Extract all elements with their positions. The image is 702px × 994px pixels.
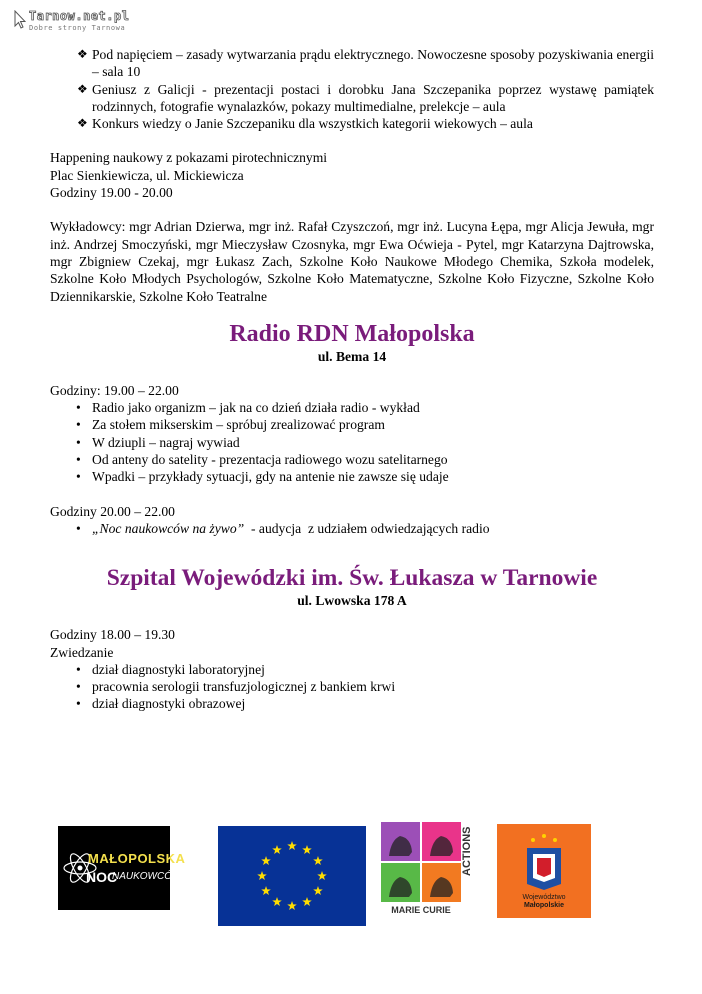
bullet-icon: • [76,452,81,468]
marie-curie-portraits-icon [381,822,461,902]
broadcast-title: „Noc naukowców na żywo” [92,520,245,536]
atom-icon [58,826,170,910]
eu-flag-logo [218,826,366,926]
section-address-rdn: ul. Bema 14 [317,348,387,364]
eu-star-icon [313,856,323,865]
list-item: • dział diagnostyki laboratoryjnej [76,661,265,677]
wojewodztwo-malopolskie-logo [497,824,591,918]
list-item: ❖ Konkurs wiedzy o Janie Szczepaniku dla wszystkich kategorii wiekowych – aula [77,116,533,132]
wojewodztwo-line2: Małopolskie [523,902,565,909]
bullet-icon: • [76,469,81,485]
document-body [50,46,654,713]
marie-curie-actions-logo: MARIE CURIE ACTIONS [381,822,481,918]
bullet-icon: • [76,417,81,433]
marie-curie-text: MARIE CURIE [391,905,451,915]
rdn-hours-2: Godziny 20.00 – 22.00 [50,503,175,519]
rdn-list-2 [50,520,654,537]
eu-star-icon [317,871,327,880]
list-item: ❖ Pod napięciem – zasady wytwarzania prądu elektrycznego. Nowoczesne sposoby pozyskiwania energii – sala 10 [77,47,654,80]
eu-star-icon [287,901,297,910]
cursor-icon [14,10,26,30]
eu-star-icon [272,897,282,906]
mnn-line1: MAŁOPOLSKA [88,851,186,866]
eu-star-icon [272,845,282,854]
wojewodztwo-line1: Województwo [522,894,566,901]
list-item: • Za stołem mikserskim – spróbuj zrealizować program [76,417,385,433]
malopolska-noc-naukowcow-logo [58,826,186,910]
list-item: • W dziupli – nagraj wywiad [76,434,240,450]
watermark-subtitle: Dobre strony Tarnowa [29,24,126,32]
watermark [14,10,129,32]
section-title-szpital: Szpital Wojewódzki im. Św. Łukasza w Tarnowie [106,565,598,592]
happening-place: Plac Sienkiewicza, ul. Mickiewicza [50,167,244,183]
section-title-rdn: Radio RDN Małopolska [229,320,475,347]
eu-star-icon [302,845,312,854]
rdn-list-1 [50,399,654,485]
eu-star-icon [287,841,297,850]
mnn-line2: NOC [86,869,118,885]
happening-title: Happening naukowy z pokazami pirotechnicznymi [50,150,328,166]
list-item: • pracownia serologii transfuzjologicznej z bankiem krwi [76,679,396,695]
bullet-icon: • [76,434,81,450]
list-item: • „Noc naukowców na żywo” - audycja z udziałem odwiedzających radio [76,520,490,536]
diamond-bullet-icon: ❖ [77,81,88,96]
szpital-list [50,661,654,713]
diamond-bullet-icon: ❖ [77,116,88,131]
eu-star-icon [302,897,312,906]
list-item: • Wpadki – przykłady sytuacji, gdy na antenie nie zawsze się udaje [76,469,449,485]
eu-star-icon [261,856,271,865]
watermark-title: Tarnow.net.pl [29,9,130,23]
top-diamond-list [50,46,654,132]
szpital-tour: Zwiedzanie [50,644,114,660]
sponsor-logos [0,822,702,922]
list-item: • Radio jako organizm – jak na co dzień działa radio - wykład [76,400,420,416]
eu-star-icon [261,886,271,895]
diamond-bullet-icon: ❖ [77,47,88,61]
list-item: • dział diagnostyki obrazowej [76,696,246,712]
list-item: • Od anteny do satelity - prezentacja radiowego wozu satelitarnego [76,452,448,468]
eu-star-icon [313,886,323,895]
szpital-hours: Godziny 18.00 – 19.30 [50,627,175,643]
eu-stars-icon [218,826,366,926]
mnn-line3: NAUKOWCÓW [112,871,182,882]
section-address-szpital: ul. Lwowska 178 A [297,593,407,609]
bullet-icon: • [76,696,81,712]
list-item: ❖ Geniusz z Galicji - prezentacji postaci i dorobku Jana Szczepanika poprzez wystawę pamiątek rodzinnych, fotografie wynalazków, pokazy multimedialne, prelekcje – aula [77,81,654,114]
bullet-icon: • [76,520,81,536]
bullet-icon: • [76,400,81,416]
eu-star-icon [257,871,267,880]
wojewodztwo-text [497,894,591,910]
rdn-hours-1: Godziny: 19.00 – 22.00 [50,382,179,398]
bullet-icon: • [76,661,81,677]
happening-hours: Godziny 19.00 - 20.00 [50,185,173,201]
lecturers-paragraph: Wykładowcy: mgr Adrian Dzierwa, mgr inż. Rafał Czyszczoń, mgr inż. Lucyna Łępa, mgr Alicja Jewuła, mgr inż. Andrzej Smoczyński, mgr Mieczysław Czosnyka, mgr Ewa Oćwieja - Pytel, mgr Katarzyna Dajtrowska, mgr Zbigniew Czekaj, mgr Łukasz Zach, Szkolne Koło Naukowe Młodego Chemika, Szkoła modelek, Szkolne Koło Młodych Psychologów, Szkolne Koło Matematyczne, Szkolne Koło Fizyczne, Szkolne Koło Dziennikarskie, Szkolne Koło Teatralne [50,219,654,304]
bullet-icon: • [76,679,81,695]
